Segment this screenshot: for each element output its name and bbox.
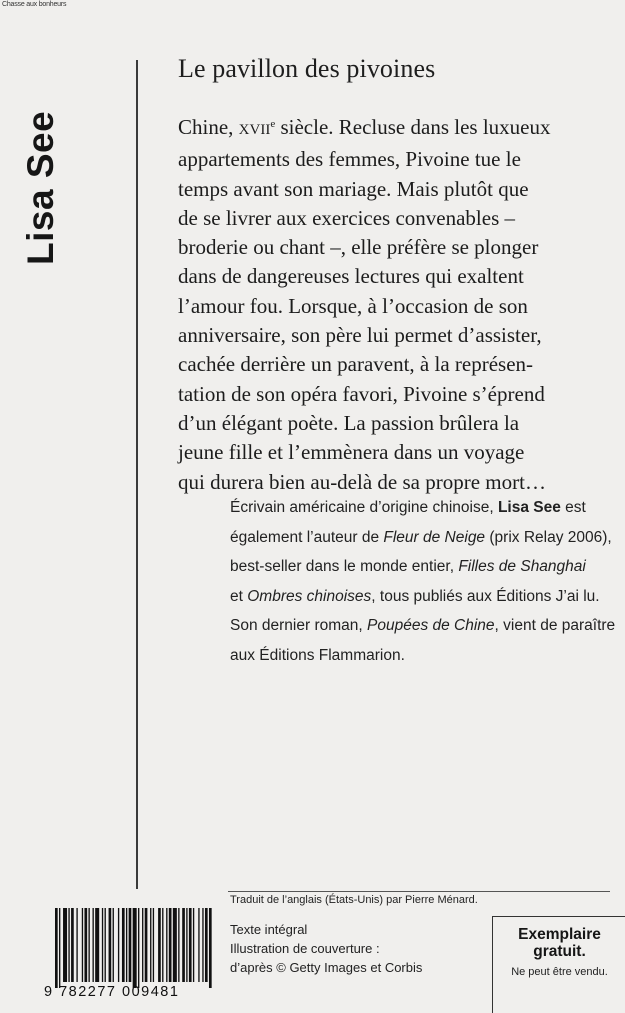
barcode-bar bbox=[145, 908, 148, 982]
synopsis-line: d’un élégant poète. La passion brûlera la bbox=[178, 410, 520, 435]
vertical-divider bbox=[136, 60, 138, 889]
horizontal-divider bbox=[228, 891, 610, 892]
century-numeral: XVII bbox=[238, 122, 271, 138]
barcode-bar bbox=[109, 908, 112, 982]
barcode-bar bbox=[142, 908, 143, 982]
barcode-bar bbox=[173, 908, 177, 982]
book-ref: Fleur de Neige bbox=[383, 528, 486, 546]
author-name-vertical: Lisa See bbox=[20, 110, 61, 265]
barcode-bar bbox=[153, 908, 154, 982]
credit-line: Illustration de couverture : bbox=[230, 941, 380, 956]
barcode-bar bbox=[95, 908, 99, 982]
barcode-bar bbox=[178, 908, 179, 982]
barcode-bar bbox=[118, 908, 119, 982]
synopsis-line: jeune fille et l’emmènera dans un voyage bbox=[178, 440, 525, 465]
book-ref: Filles de Shanghai bbox=[458, 558, 586, 575]
barcode-bar bbox=[138, 908, 139, 988]
synopsis-line: Chine, XVIIe siècle. Recluse dans les luxueux bbox=[178, 115, 551, 139]
barcode-bar bbox=[105, 908, 106, 982]
barcode-bar bbox=[122, 908, 125, 982]
synopsis bbox=[178, 113, 598, 497]
barcode-bar bbox=[162, 908, 163, 982]
isbn-barcode bbox=[55, 908, 213, 988]
credit-line: d’après © Getty Images et Corbis bbox=[230, 960, 423, 975]
bio-line: Écrivain américaine d’origine chinoise, Lisa See est bbox=[230, 499, 586, 516]
century-superscript: e bbox=[270, 118, 276, 130]
bio-line: également l’auteur de Fleur de Neige (prix Relay 2006), bbox=[230, 528, 612, 546]
synopsis-line: dans de dangereuses lectures qui exaltent bbox=[178, 264, 524, 289]
book-title: Le pavillon des pivoines bbox=[178, 54, 436, 83]
barcode-bar bbox=[126, 908, 127, 982]
barcode-bar bbox=[55, 908, 58, 988]
barcode-bar bbox=[186, 908, 187, 982]
credit-line: Texte intégral bbox=[230, 922, 308, 937]
barcode-bar bbox=[82, 908, 83, 982]
synopsis-line: l’amour fou. Lorsque, à l’occasion de son bbox=[178, 293, 528, 318]
translator-credit: Traduit de l’anglais (États-Unis) par Pierre Ménard. bbox=[230, 894, 478, 906]
barcode-bar bbox=[150, 908, 151, 982]
book-ref: Ombres chinoises bbox=[247, 587, 372, 605]
barcode-bar bbox=[102, 908, 103, 982]
bio-line: et Ombres chinoises, tous publiés aux Éditions J’ai lu. bbox=[230, 587, 600, 605]
synopsis-line: qui durera bien au-delà de sa propre mort… bbox=[178, 469, 546, 494]
barcode-bar bbox=[182, 908, 185, 982]
book-ref: Poupées de Chine bbox=[367, 617, 495, 634]
bio-line: best-seller dans le monde entier, Filles de Shanghai bbox=[230, 558, 586, 575]
barcode-bar bbox=[189, 908, 192, 982]
barcode-number: 9 782277 009481 bbox=[44, 984, 180, 1000]
synopsis-line: de se livrer aux exercices convenables – bbox=[178, 205, 516, 230]
synopsis-line: cachée derrière un paravent, à la représen- bbox=[178, 352, 534, 377]
barcode-bar bbox=[68, 908, 69, 982]
barcode-bar bbox=[129, 908, 132, 982]
barcode-bar bbox=[209, 908, 212, 988]
free-copy-box bbox=[492, 916, 625, 1013]
barcode-bar bbox=[92, 908, 93, 982]
barcode-bar bbox=[59, 908, 60, 988]
barcode-bar bbox=[198, 908, 199, 982]
edition-credits bbox=[230, 920, 422, 977]
barcode-bar bbox=[76, 908, 77, 982]
barcode-bar bbox=[133, 908, 137, 988]
bio-author-name: Lisa See bbox=[497, 499, 561, 516]
barcode-bar bbox=[205, 908, 208, 982]
barcode-bar bbox=[71, 908, 74, 982]
bio-line: Son dernier roman, Poupées de Chine, vient de paraître bbox=[230, 617, 616, 634]
barcode-bar bbox=[193, 908, 194, 982]
synopsis-line: tation de son opéra favori, Pivoine s’éprend bbox=[178, 381, 545, 406]
barcode-bar bbox=[169, 908, 172, 982]
bio-line: aux Éditions Flammarion. bbox=[230, 646, 405, 664]
barcode-bar bbox=[202, 908, 203, 982]
barcode-bar bbox=[63, 908, 67, 982]
watermark-text: Chasse aux bonheurs bbox=[2, 1, 67, 8]
barcode-bar bbox=[166, 908, 167, 982]
synopsis-line: appartements des femmes, Pivoine tue le bbox=[178, 147, 521, 172]
barcode-bars bbox=[55, 908, 213, 988]
barcode-bar bbox=[158, 908, 161, 982]
barcode-bar bbox=[84, 908, 87, 982]
synopsis-line: temps avant son mariage. Mais plutôt que bbox=[178, 176, 529, 201]
synopsis-line: broderie ou chant –, elle préfère se plonger bbox=[178, 235, 539, 260]
barcode-bar bbox=[88, 908, 89, 982]
author-bio bbox=[230, 493, 616, 670]
barcode-bar bbox=[113, 908, 114, 982]
synopsis-line: anniversaire, son père lui permet d’assister, bbox=[178, 323, 542, 348]
free-copy-note: Ne peut être vendu. bbox=[511, 966, 608, 978]
free-copy-title: Exemplaire gratuit. bbox=[518, 926, 601, 960]
